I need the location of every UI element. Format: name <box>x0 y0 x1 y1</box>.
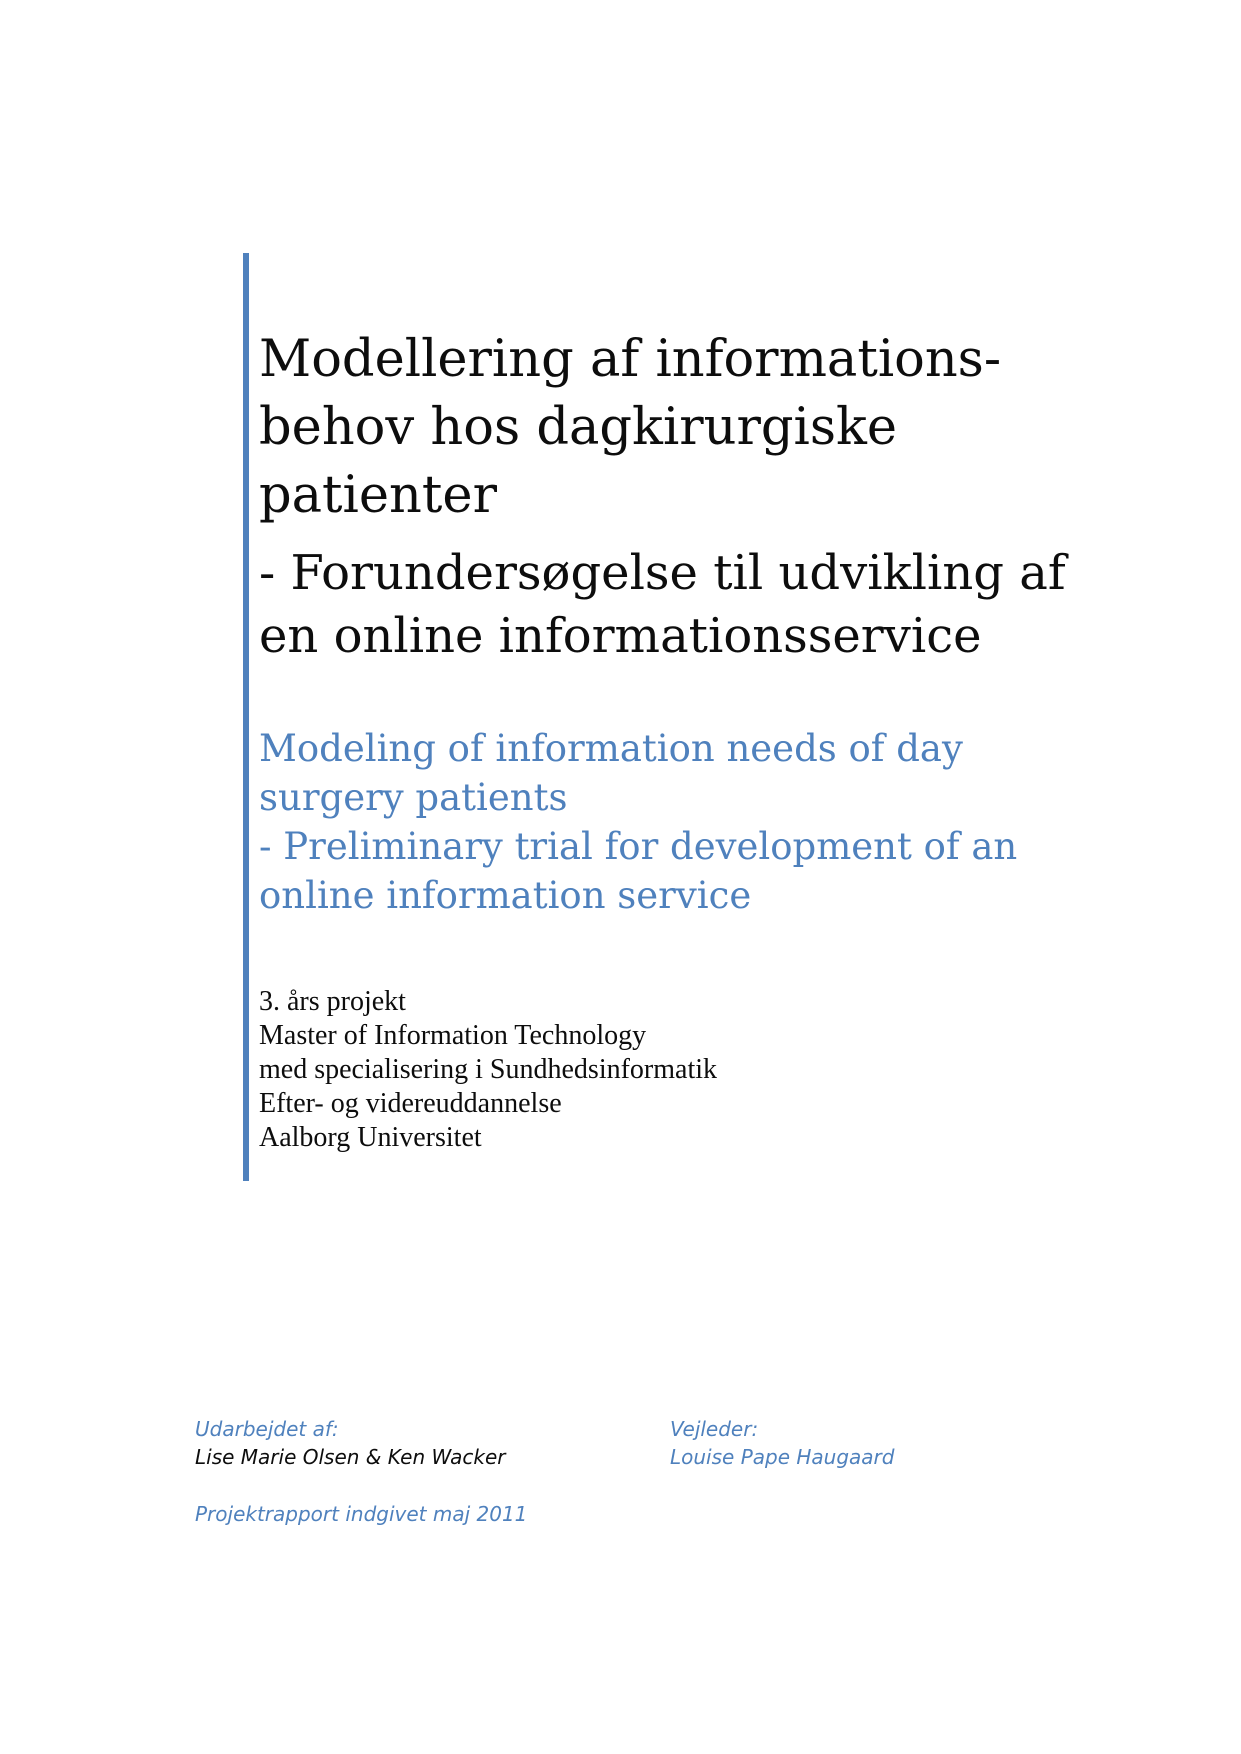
english-title-line: surgery patients <box>259 776 568 819</box>
prepared-by-names: Lise Marie Olsen & Ken Wacker <box>195 1445 506 1469</box>
supervisor-label: Vejleder: <box>670 1417 759 1441</box>
main-title-line: patienter <box>259 466 497 525</box>
prepared-by-label: Udarbejdet af: <box>195 1417 339 1441</box>
project-info-line: 3. års projekt <box>259 986 406 1017</box>
english-title-line: online information service <box>259 874 752 917</box>
english-title-line: - Preliminary trial for development of an <box>259 825 1018 868</box>
main-title-line: Modellering af informations- <box>259 330 1002 389</box>
english-title <box>259 724 1159 920</box>
subtitle <box>259 542 1159 668</box>
main-title-line: behov hos dagkirurgiske <box>259 398 898 457</box>
project-info-line: med specialisering i Sundhedsinformatik <box>259 1054 718 1085</box>
project-info <box>259 985 1159 1155</box>
subtitle-line: en online informationsservice <box>259 608 982 664</box>
supervisor <box>670 1415 894 1471</box>
accent-bar <box>243 253 249 1181</box>
supervisor-name: Louise Pape Haugaard <box>670 1445 895 1469</box>
project-info-line: Efter- og videreuddannelse <box>259 1088 562 1119</box>
project-info-line: Aalborg Universitet <box>259 1122 482 1153</box>
english-title-line: Modeling of information needs of day <box>259 727 963 770</box>
prepared-by <box>195 1415 506 1471</box>
main-title <box>259 326 1159 530</box>
subtitle-line: - Forundersøgelse til udvikling af <box>259 545 1066 601</box>
submission-date: Projektrapport indgivet maj 2011 <box>195 1502 528 1526</box>
project-info-line: Master of Information Technology <box>259 1020 647 1051</box>
danish-title-block <box>259 326 1159 668</box>
